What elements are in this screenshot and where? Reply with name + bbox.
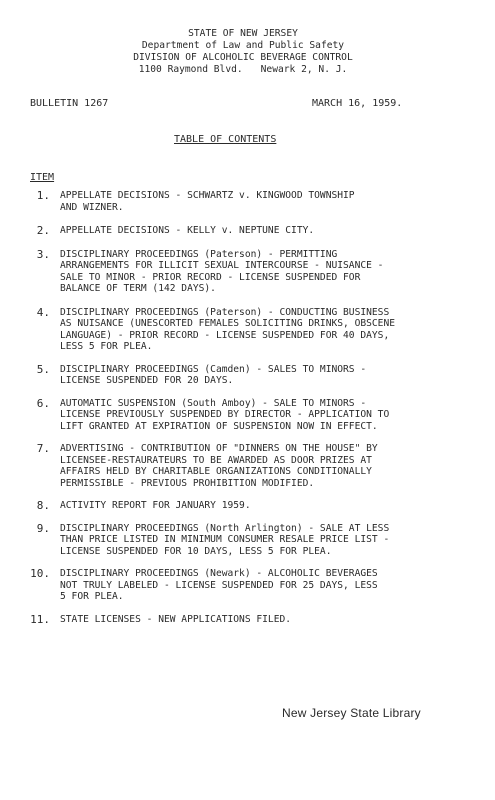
item-text: DISCIPLINARY PROCEEDINGS (Newark) - ALCOHOLIC BEVERAGES NOT TRULY LABELED - LICENSE SUSPENDED FOR 25 DAYS, LESS 5 FOR PLEA. — [60, 568, 378, 602]
contents-item — [30, 190, 470, 213]
item-number: 8. — [36, 499, 50, 512]
item-text: ADVERTISING - CONTRIBUTION OF "DINNERS ON THE HOUSE" BY LICENSEE-RESTAURATEURS TO BE AWARDED AS DOOR PRIZES AT AFFAIRS HELD BY CHARITABLE ORGANIZATIONS CONDITIONALLY PERMISSIBLE - PREVIOUS PROHIBITION MODIFIED. — [60, 443, 378, 489]
department-name: Department of Law and Public Safety — [141, 40, 345, 51]
item-text: DISCIPLINARY PROCEEDINGS (Paterson) - PERMITTING ARRANGEMENTS FOR ILLICIT SEXUAL INTERCOURSE - NUISANCE - SALE TO MINOR - PRIOR RECORD - LICENSE SUSPENDED FOR BALANCE OF TERM (142 DAYS). — [60, 248, 384, 294]
item-text: STATE LICENSES - NEW APPLICATIONS FILED. — [60, 613, 292, 625]
item-text: DISCIPLINARY PROCEEDINGS (North Arlington) - SALE AT LESS THAN PRICE LISTED IN MINIMUM CONSUMER RESALE PRICE LIST - LICENSE SUSPENDED FOR 10 DAYS, LESS 5 FOR PLEA. — [60, 522, 390, 557]
contents-item — [30, 225, 470, 237]
item-number: 7. — [36, 442, 50, 455]
item-text: APPELLATE DECISIONS - SCHWARTZ v. KINGWOOD TOWNSHIP AND WIZNER. — [60, 190, 355, 213]
item-number: 6. — [36, 396, 50, 410]
item-number: 5. — [36, 362, 50, 376]
contents-item — [30, 364, 470, 387]
state-name: STATE OF NEW JERSEY — [188, 28, 298, 39]
item-number: 2. — [36, 224, 50, 237]
item-number: 1. — [36, 189, 50, 202]
contents-list — [30, 190, 470, 625]
division-name: DIVISION OF ALCOHOLIC BEVERAGE CONTROL — [133, 52, 353, 63]
address — [108, 64, 378, 76]
item-number: 11. — [30, 612, 50, 626]
item-number: 10. — [30, 567, 50, 580]
table-of-contents-title: TABLE OF CONTENTS — [174, 134, 277, 145]
letterhead — [108, 28, 378, 76]
address-street: 1100 Raymond Blvd. — [138, 64, 243, 75]
bulletin-date: MARCH 16, 1959. — [312, 98, 403, 109]
item-text: APPELLATE DECISIONS - KELLY v. NEPTUNE CITY. — [60, 225, 315, 236]
contents-item — [30, 568, 470, 603]
contents-item — [30, 523, 470, 558]
contents-item — [30, 614, 470, 626]
item-number: 4. — [36, 305, 50, 319]
bulletin-number: BULLETIN 1267 — [30, 98, 109, 109]
contents-item — [30, 398, 470, 433]
item-column-header: ITEM — [30, 172, 55, 183]
library-stamp: New Jersey State Library — [282, 706, 421, 720]
item-text: DISCIPLINARY PROCEEDINGS (Paterson) - CONDUCTING BUSINESS AS NUISANCE (UNESCORTED FEMALES SOLICITING DRINKS, OBSCENE LANGUAGE) - PRIOR RECORD - LICENSE SUSPENDED FOR 40 DAYS, LESS 5 FOR PLEA. — [60, 306, 396, 352]
address-city: Newark 2, N. J. — [260, 64, 348, 75]
item-number: 9. — [36, 521, 50, 535]
item-text: AUTOMATIC SUSPENSION (South Amboy) - SALE TO MINORS - LICENSE PREVIOUSLY SUSPENDED BY DIRECTOR - APPLICATION TO LIFT GRANTED AT EXPIRATION OF SUSPENSION NOW IN EFFECT. — [60, 397, 390, 432]
contents-item — [30, 443, 470, 489]
contents-item — [30, 249, 470, 295]
contents-item — [30, 500, 470, 512]
item-text: ACTIVITY REPORT FOR JANUARY 1959. — [60, 500, 251, 511]
item-number: 3. — [36, 247, 50, 261]
contents-item — [30, 307, 470, 353]
item-text: DISCIPLINARY PROCEEDINGS (Camden) - SALES TO MINORS - LICENSE SUSPENDED FOR 20 DAYS. — [60, 363, 367, 386]
